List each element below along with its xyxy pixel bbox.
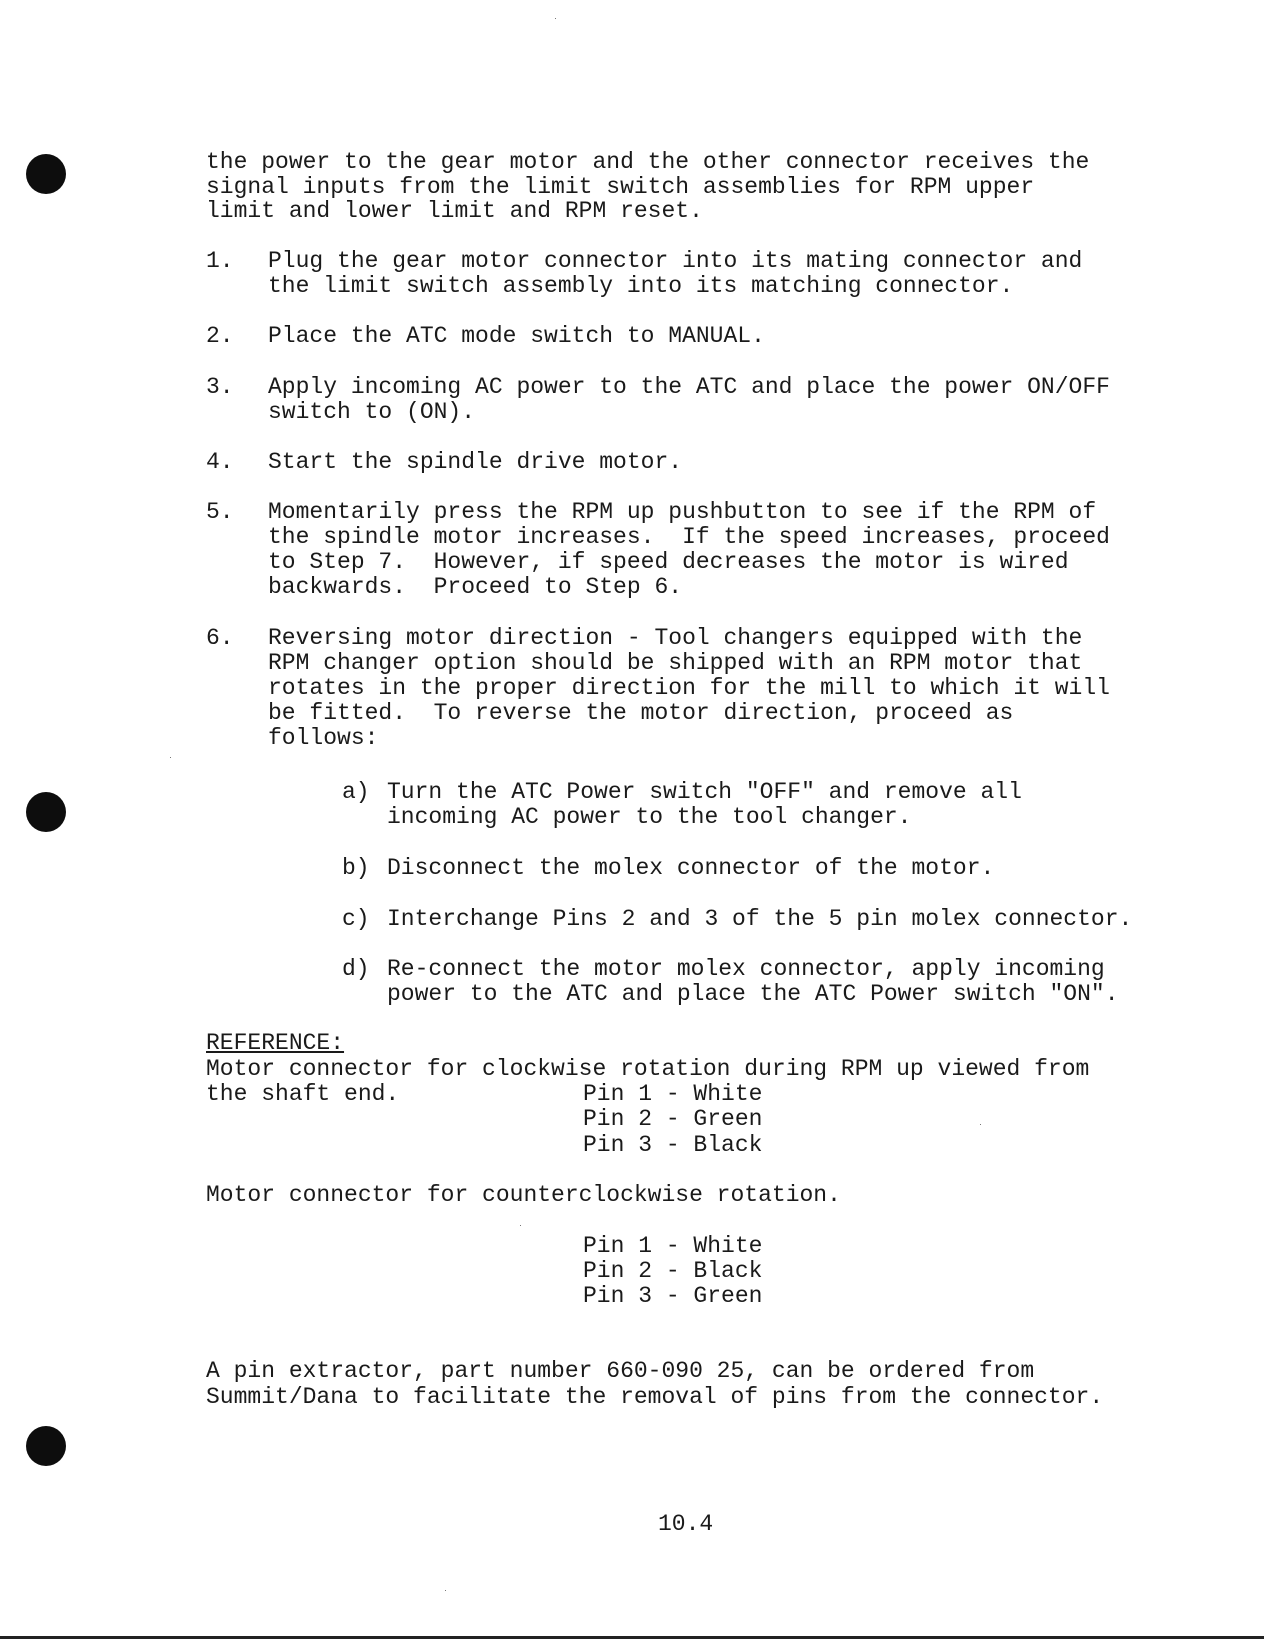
intro-line: the power to the gear motor and the other connector receives the — [206, 149, 1090, 175]
substep-text-line: incoming AC power to the tool changer. — [387, 804, 912, 830]
page-bottom-edge — [0, 1636, 1264, 1639]
reference-text-line: Motor connector for counterclockwise rotation. — [206, 1182, 841, 1208]
scan-speck — [520, 1225, 521, 1226]
step-text-line: Reversing motor direction - Tool changers equipped with the — [268, 625, 1083, 651]
substep-label: c) — [342, 906, 370, 932]
step-text-line: follows: — [268, 725, 379, 751]
reference-text-line: the shaft end. — [206, 1081, 400, 1107]
substep-text-line: Turn the ATC Power switch "OFF" and remove all — [387, 779, 1022, 805]
step-text-line: rotates in the proper direction for the mill to which it will — [268, 675, 1110, 701]
step-text-line: the limit switch assembly into its matching connector. — [268, 273, 1014, 299]
step-text-line: to Step 7. However, if speed decreases the motor is wired — [268, 549, 1069, 575]
substep-label: d) — [342, 956, 370, 982]
step-text-line: the spindle motor increases. If the speed increases, proceed — [268, 524, 1110, 550]
scan-speck — [980, 1124, 981, 1125]
step-text-line: switch to (ON). — [268, 399, 476, 425]
scan-speck — [445, 1590, 446, 1591]
substep-text-line: Disconnect the molex connector of the motor. — [387, 855, 995, 881]
intro-line: limit and lower limit and RPM reset. — [206, 198, 703, 224]
step-text-line: Start the spindle drive motor. — [268, 449, 683, 475]
step-number: 1. — [206, 248, 234, 274]
scan-speck — [170, 757, 171, 758]
reference-text-line: Motor connector for clockwise rotation during RPM up viewed from — [206, 1056, 1090, 1082]
step-text-line: be fitted. To reverse the motor direction, proceed as — [268, 700, 1014, 726]
step-text-line: Apply incoming AC power to the ATC and place the power ON/OFF — [268, 374, 1110, 400]
punch-hole-top — [26, 154, 66, 194]
substep-text-line: Re-connect the motor molex connector, apply incoming — [387, 956, 1105, 982]
step-number: 5. — [206, 499, 234, 525]
step-number: 2. — [206, 323, 234, 349]
punch-hole-bottom — [26, 1426, 66, 1466]
substep-label: b) — [342, 855, 370, 881]
step-number: 6. — [206, 625, 234, 651]
pin-assignment: Pin 1 - White — [583, 1081, 763, 1107]
substep-text-line: Interchange Pins 2 and 3 of the 5 pin molex connector. — [387, 906, 1133, 932]
page-number: 10.4 — [658, 1511, 714, 1537]
step-text-line: Plug the gear motor connector into its mating connector and — [268, 248, 1083, 274]
pin-assignment: Pin 1 - White — [583, 1233, 763, 1259]
step-text-line: Momentarily press the RPM up pushbutton to see if the RPM of — [268, 499, 1097, 525]
step-text-line: backwards. Proceed to Step 6. — [268, 574, 683, 600]
pin-assignment: Pin 3 - Black — [583, 1132, 763, 1158]
step-number: 3. — [206, 374, 234, 400]
intro-line: signal inputs from the limit switch assemblies for RPM upper — [206, 174, 1035, 200]
reference-heading: REFERENCE: — [206, 1030, 345, 1056]
step-text-line: Place the ATC mode switch to MANUAL. — [268, 323, 765, 349]
pin-assignment: Pin 3 - Green — [583, 1283, 763, 1309]
substep-text-line: power to the ATC and place the ATC Power switch "ON". — [387, 981, 1119, 1007]
pin-assignment: Pin 2 - Green — [583, 1106, 763, 1132]
scan-speck — [555, 18, 556, 19]
pin-assignment: Pin 2 - Black — [583, 1258, 763, 1284]
extractor-note-line: Summit/Dana to facilitate the removal of pins from the connector. — [206, 1384, 1104, 1410]
extractor-note-line: A pin extractor, part number 660-090 25, can be ordered from — [206, 1358, 1035, 1384]
punch-hole-middle — [26, 792, 66, 832]
step-text-line: RPM changer option should be shipped with an RPM motor that — [268, 650, 1083, 676]
substep-label: a) — [342, 779, 370, 805]
step-number: 4. — [206, 449, 234, 475]
